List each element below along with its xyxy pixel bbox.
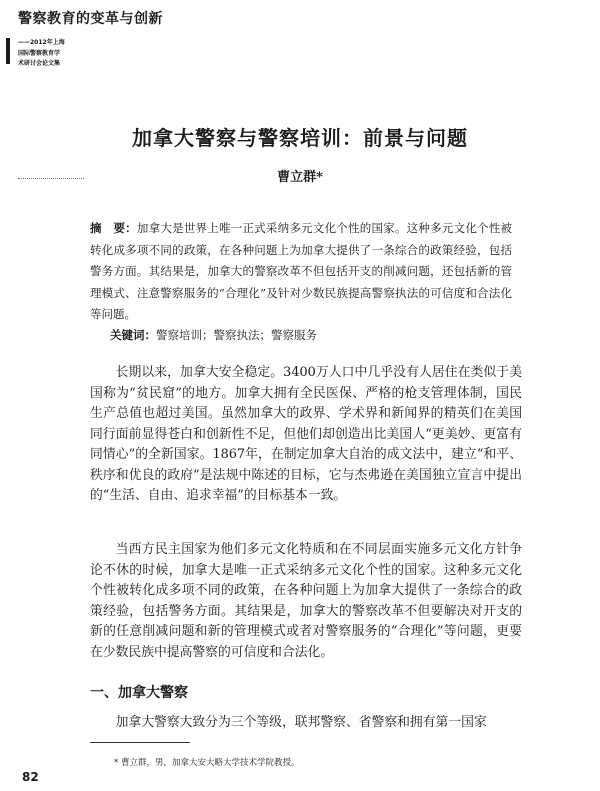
header-bar — [6, 38, 10, 64]
series-subtitle-line-1: ——2012年上海 — [18, 39, 65, 46]
section-heading: 一、加拿大警察 — [90, 685, 188, 701]
footnote: * 曹立群，男，加拿大安大略大学技术学院教授。 — [114, 758, 300, 768]
body-paragraph-1: 长期以来，加拿大安全稳定。3400万人口中几乎没有人居住在类似于美国称为“贫民窟”的地方。加拿大拥有全民医保、严格的枪支管理体制，国民生产总值也超过美国。虽然加拿大的政界、学术界和新闻界的精英们在美国同行面前显得苍白和创新性不足，但他们却创造出比美国人“更美妙、更富有同情心”的全新国家。1867年，在制定加拿大自治的成文法中，建立“和平、秩序和优良的政府”是法规中陈述的目标，它与杰弗逊在美国独立宣言中提出的“生活、自由、追求幸福”的目标基本一致。 — [90, 365, 522, 503]
keywords-text: 警察培训；警察执法；警察服务 — [156, 328, 317, 342]
series-subtitle-line-3: 术研讨会论文集 — [18, 60, 61, 67]
article-author: 曹立群* — [277, 170, 323, 185]
body-paragraph-3: 加拿大警察大致分为三个等级，联邦警察、省警察和拥有第一国家 — [115, 715, 487, 730]
footnote-divider — [90, 742, 190, 743]
article-title: 加拿大警察与警察培训：前景与问题 — [132, 126, 468, 150]
series-subtitle-line-2: 国际警察教育学 — [18, 50, 61, 57]
keywords — [110, 327, 510, 343]
abstract — [90, 218, 512, 326]
series-title: 警察教育的变革与创新 — [18, 11, 163, 27]
abstract-text: 加拿大是世界上唯一正式采纳多元文化个性的国家。这种多元文化个性被转化成多项不同的政策，在各种问题上为加拿大提供了一条综合的政策经验，包括警务方面。其结果是，加拿大的警察改革不但包括开支的削减问题，还包括新的管理模式、注意警察服务的“合理化”及针对少数民族提高警察执法的可信度和合法化等问题。 — [90, 221, 513, 321]
body-paragraph-2: 当西方民主国家为他们多元文化特质和在不同层面实施多元文化方针争论不休的时候，加拿大是唯一正式采纳多元文化个性的国家。这种多元文化个性被转化成多项不同的政策，在各种问题上为加拿大提供了一条综合的政策经验，包括警务方面。其结果是，加拿大的警察改革不但要解决对开支的新的任意削减问题和新的管理模式或者对警察服务的“合理化”等问题，更要在少数民族中提高警察的可信度和合法化。 — [90, 542, 522, 660]
page-number: 82 — [22, 770, 39, 784]
abstract-label: 摘 要： — [90, 221, 137, 235]
keywords-label: 关键词： — [110, 328, 156, 342]
